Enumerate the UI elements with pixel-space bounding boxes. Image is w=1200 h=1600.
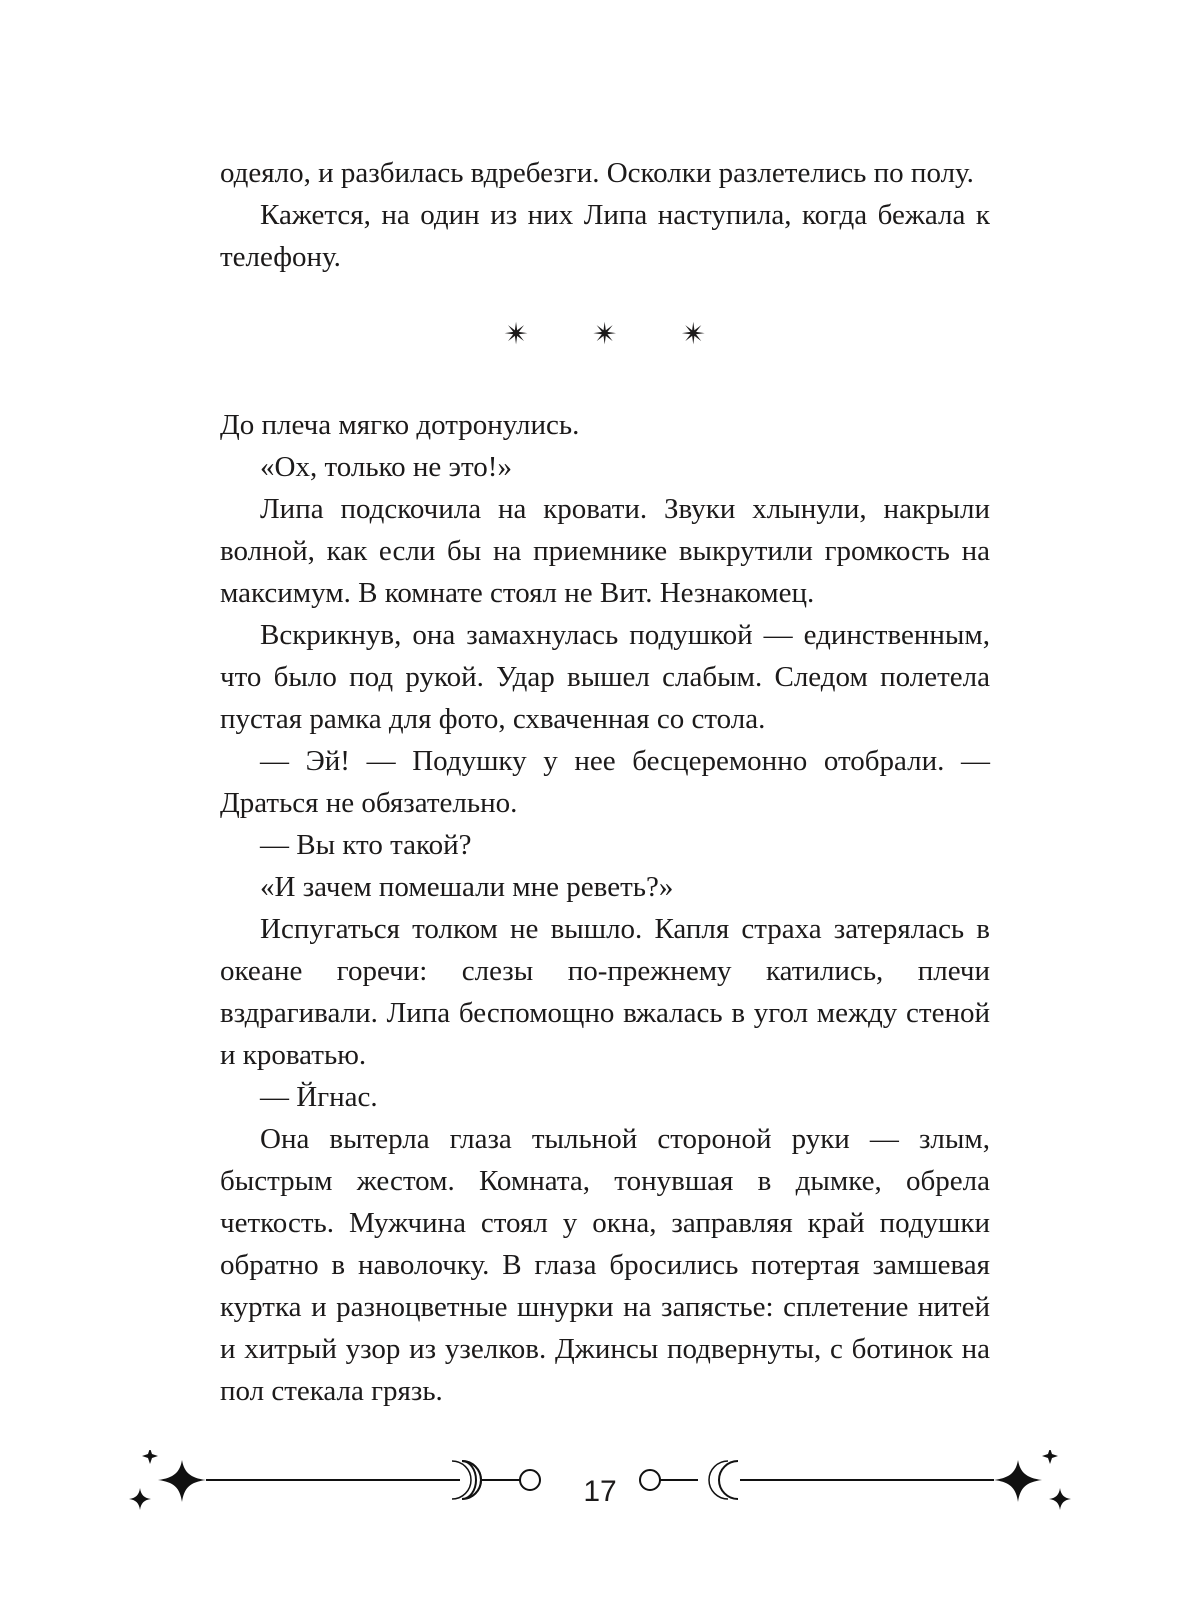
paragraph-9: «И зачем помешали мне реветь?» xyxy=(260,871,674,903)
star-icon xyxy=(1042,1450,1058,1464)
asterism-divider: ✴ ✴ ✴ xyxy=(503,318,735,351)
paragraph-3: До плеча мягко дотронулись. xyxy=(220,409,580,441)
paragraph-4: «Ох, только не это!» xyxy=(260,451,512,483)
paragraph-1: одеяло, и разбилась вдребезги. Осколки разлетелись по полу. xyxy=(220,157,974,189)
paragraph-11: — Йгнас. xyxy=(260,1081,378,1113)
circle-icon xyxy=(640,1470,660,1490)
star-icon xyxy=(994,1460,1042,1502)
circle-icon xyxy=(520,1470,540,1490)
paragraph-12: Она вытерла глаза тыльной стороной руки — злым, быстрым жестом. Комната, тонувшая в дымке, обрела четкость. Мужчина стоял у окна, заправляя край подушки обратно в наволочку. В глаза бросились потертая замшевая куртка и разноцветные шнурки на запястье: сплетение нитей и хитрый узор из узелков. Джинсы подвернуты, с ботинок на пол стекала грязь. xyxy=(220,1123,990,1407)
section-break xyxy=(220,278,990,404)
star-icon xyxy=(129,1488,151,1510)
star-icon xyxy=(158,1460,206,1502)
page-number: 17 xyxy=(583,1475,617,1508)
star-icon xyxy=(142,1450,158,1464)
moon-icon xyxy=(709,1461,738,1499)
book-page-text xyxy=(220,152,990,1412)
paragraph-2: Кажется, на один из них Липа наступила, когда бежала к телефону. xyxy=(220,199,990,273)
page-footer xyxy=(0,1450,1200,1560)
star-icon xyxy=(1049,1488,1071,1510)
paragraph-7: — Эй! — Подушку у нее бесцеремонно отобрали. — Драться не обязательно. xyxy=(220,745,990,819)
paragraph-6: Вскрикнув, она замахнулась подушкой — единственным, что было под рукой. Удар вышел слабым. Следом полетела пустая рамка для фото, схваченная со стола. xyxy=(220,619,990,735)
paragraph-8: — Вы кто такой? xyxy=(260,829,472,861)
paragraph-5: Липа подскочила на кровати. Звуки хлынули, накрыли волной, как если бы на приемнике выкрутили громкость на максимум. В комнате стоял не Вит. Незнакомец. xyxy=(220,493,990,609)
paragraph-10: Испугаться толком не вышло. Капля страха затерялась в океане горечи: слезы по-прежнему катились, плечи вздрагивали. Липа беспомощно вжалась в угол между стеной и кроватью. xyxy=(220,913,990,1071)
